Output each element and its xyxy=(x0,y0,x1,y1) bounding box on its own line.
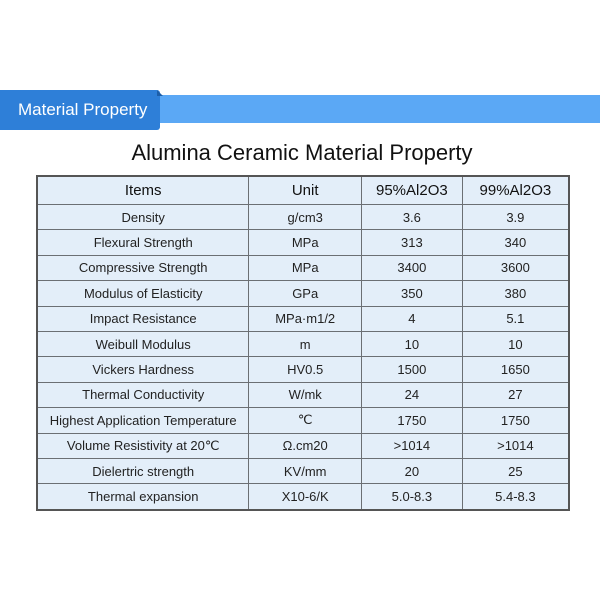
item-cell: Thermal expansion xyxy=(37,484,249,510)
value-99-cell: 3.9 xyxy=(462,205,569,230)
value-95-cell: 313 xyxy=(361,230,462,255)
unit-cell: ℃ xyxy=(249,408,362,433)
value-99-cell: 10 xyxy=(462,331,569,356)
table-row xyxy=(37,408,569,433)
banner-tab: Material Property xyxy=(0,90,160,130)
value-95-cell: 24 xyxy=(361,382,462,407)
value-99-cell: 1750 xyxy=(462,408,569,433)
value-95-cell: 3.6 xyxy=(361,205,462,230)
banner-bar xyxy=(155,95,600,123)
item-cell: Volume Resistivity at 20℃ xyxy=(37,433,249,458)
value-95-cell: 5.0-8.3 xyxy=(361,484,462,510)
item-cell: Dielertric strength xyxy=(37,458,249,483)
item-cell: Compressive Strength xyxy=(37,255,249,280)
table-row xyxy=(37,230,569,255)
value-99-cell: >1014 xyxy=(462,433,569,458)
unit-cell: GPa xyxy=(249,281,362,306)
table-row xyxy=(37,255,569,280)
item-cell: Weibull Modulus xyxy=(37,331,249,356)
item-cell: Highest Application Temperature xyxy=(37,408,249,433)
unit-cell: HV0.5 xyxy=(249,357,362,382)
unit-cell: MPa·m1/2 xyxy=(249,306,362,331)
header-99-alumina: 99%Al2O3 xyxy=(462,176,569,205)
value-99-cell: 27 xyxy=(462,382,569,407)
table-row xyxy=(37,281,569,306)
page-title: Alumina Ceramic Material Property xyxy=(131,140,473,165)
unit-cell: KV/mm xyxy=(249,458,362,483)
value-95-cell: 1750 xyxy=(361,408,462,433)
header-items: Items xyxy=(37,176,249,205)
table-row xyxy=(37,458,569,483)
value-99-cell: 380 xyxy=(462,281,569,306)
value-95-cell: 4 xyxy=(361,306,462,331)
value-95-cell: >1014 xyxy=(361,433,462,458)
table-row xyxy=(37,331,569,356)
item-cell: Density xyxy=(37,205,249,230)
header-95-alumina: 95%Al2O3 xyxy=(361,176,462,205)
header-unit: Unit xyxy=(249,176,362,205)
value-99-cell: 25 xyxy=(462,458,569,483)
item-cell: Flexural Strength xyxy=(37,230,249,255)
item-cell: Vickers Hardness xyxy=(37,357,249,382)
value-99-cell: 5.1 xyxy=(462,306,569,331)
value-99-cell: 3600 xyxy=(462,255,569,280)
item-cell: Thermal Conductivity xyxy=(37,382,249,407)
unit-cell: g/cm3 xyxy=(249,205,362,230)
value-95-cell: 3400 xyxy=(361,255,462,280)
value-99-cell: 340 xyxy=(462,230,569,255)
table-row xyxy=(37,205,569,230)
unit-cell: X10-6/K xyxy=(249,484,362,510)
value-95-cell: 350 xyxy=(361,281,462,306)
item-cell: Impact Resistance xyxy=(37,306,249,331)
table-row xyxy=(37,382,569,407)
unit-cell: MPa xyxy=(249,230,362,255)
unit-cell: W/mk xyxy=(249,382,362,407)
value-95-cell: 10 xyxy=(361,331,462,356)
value-99-cell: 5.4-8.3 xyxy=(462,484,569,510)
value-99-cell: 1650 xyxy=(462,357,569,382)
table-header-row xyxy=(37,176,569,205)
item-cell: Modulus of Elasticity xyxy=(37,281,249,306)
unit-cell: m xyxy=(249,331,362,356)
unit-cell: MPa xyxy=(249,255,362,280)
table-row xyxy=(37,433,569,458)
unit-cell: Ω.cm20 xyxy=(249,433,362,458)
table-row xyxy=(37,357,569,382)
banner-notch xyxy=(157,90,163,96)
table-row xyxy=(37,306,569,331)
value-95-cell: 20 xyxy=(361,458,462,483)
value-95-cell: 1500 xyxy=(361,357,462,382)
property-table xyxy=(36,175,570,511)
table-row xyxy=(37,484,569,510)
